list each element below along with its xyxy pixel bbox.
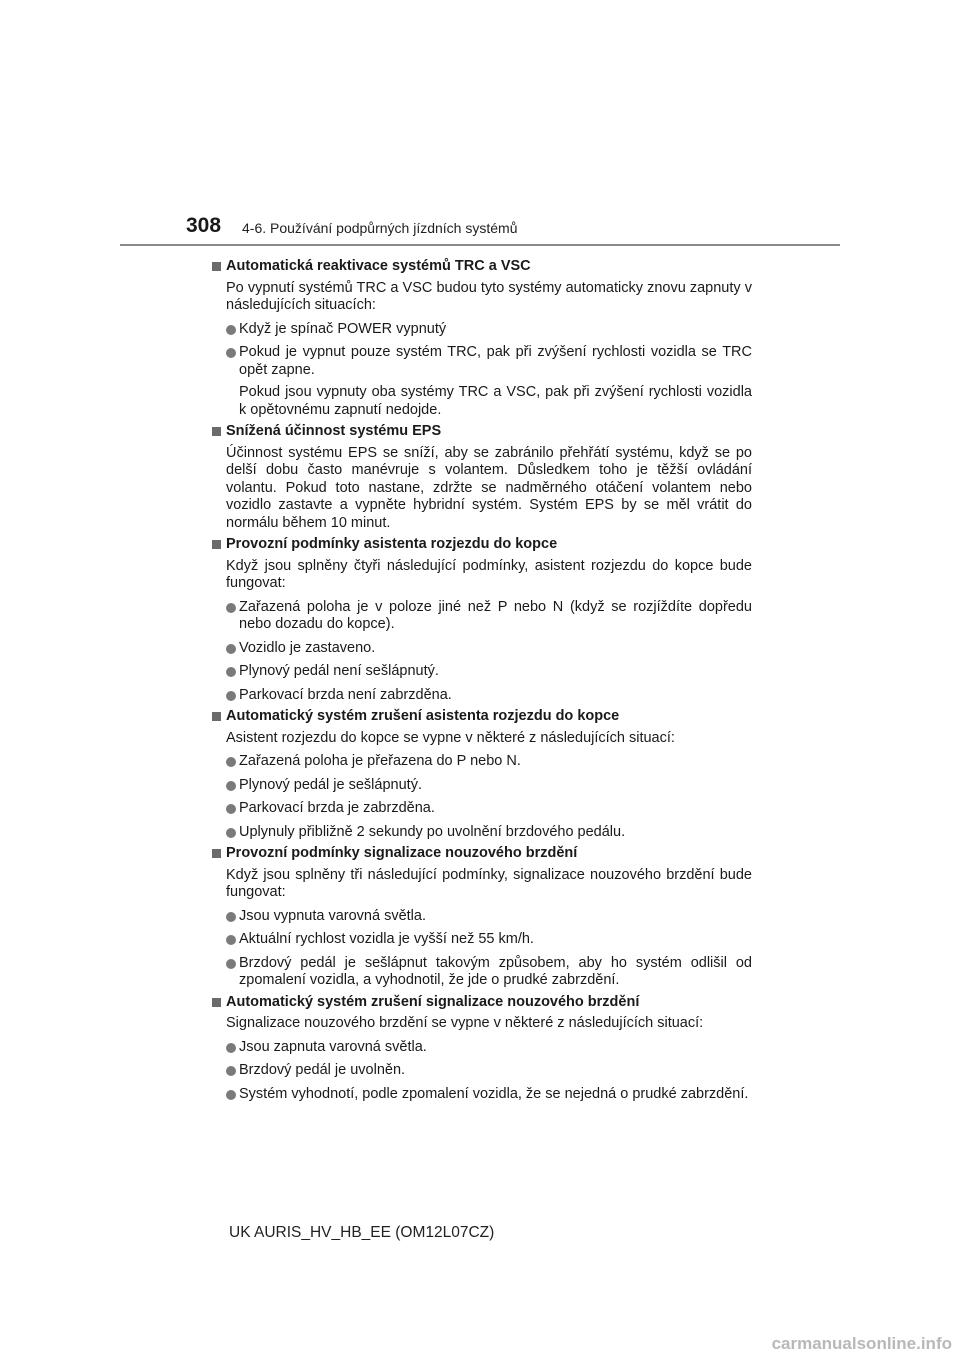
- list-item: [212, 1062, 752, 1080]
- round-bullet-icon: [226, 667, 236, 677]
- list-item-text: Jsou vypnuta varovná světla.: [239, 907, 426, 924]
- list-item: [212, 1086, 752, 1104]
- section-heading-text: Automatická reaktivace systémů TRC a VSC: [226, 258, 531, 274]
- round-bullet-icon: [226, 325, 236, 335]
- round-bullet-icon: [226, 912, 236, 922]
- round-bullet-icon: [226, 828, 236, 838]
- section-heading: [212, 845, 752, 863]
- list-item: [212, 777, 752, 795]
- round-bullet-icon: [226, 603, 236, 613]
- list-item: [212, 824, 752, 842]
- list-item-text: Zařazená poloha je v poloze jiné než P nebo N (když se rozjíždíte dopředu nebo dozadu do kopce).: [239, 598, 752, 632]
- list-item-text: Parkovací brzda není zabrzděna.: [239, 686, 452, 703]
- round-bullet-icon: [226, 959, 236, 969]
- chapter-title: 4-6. Používání podpůrných jízdních systémů: [242, 220, 518, 236]
- list-item: [212, 753, 752, 771]
- round-bullet-icon: [226, 781, 236, 791]
- section-heading: [212, 423, 752, 441]
- list-item: [212, 687, 752, 705]
- section: [212, 536, 752, 704]
- section-paragraph: Asistent rozjezdu do kopce se vypne v některé z následujících situací:: [226, 729, 675, 746]
- list-item-text: Zařazená poloha je přeřazena do P nebo N.: [239, 753, 521, 769]
- round-bullet-icon: [226, 1066, 236, 1076]
- round-bullet-icon: [226, 804, 236, 814]
- section-paragraph: Signalizace nouzového brzdění se vypne v některé z následujících situací:: [226, 1015, 704, 1031]
- section-heading: [212, 994, 752, 1012]
- list-item: [212, 908, 752, 926]
- square-bullet-icon: [212, 998, 221, 1007]
- square-bullet-icon: [212, 540, 221, 549]
- list-item-text: Plynový pedál je sešlápnutý.: [239, 776, 422, 793]
- section-paragraph: Když jsou splněny čtyři následující podmínky, asistent rozjezdu do kopce bude fungovat:: [226, 557, 752, 591]
- section: [212, 845, 752, 990]
- list-item-text: Aktuální rychlost vozidla je vyšší než 55 km/h.: [239, 931, 534, 947]
- square-bullet-icon: [212, 849, 221, 858]
- list-item: [212, 599, 752, 634]
- section-paragraph: Účinnost systému EPS se sníží, aby se zabránilo přehřátí systému, když se po delší dobu často manévruje s volantem. Důsledkem toho je těžší ovládání volantu. Pokud toto nastane, zdržte se nadměrného otáčení volantem nebo vozidlo zastavte a vypněte hybridní systém. Systém EPS by se měl vrátit do normálu během 10 minut.: [226, 444, 752, 531]
- list-item-text: Systém vyhodnotí, podle zpomalení vozidla, že se nejedná o prudké zabrzdění.: [239, 1085, 749, 1102]
- square-bullet-icon: [212, 712, 221, 721]
- round-bullet-icon: [226, 348, 236, 358]
- round-bullet-icon: [226, 935, 236, 945]
- list-item: [212, 1039, 752, 1057]
- list-item-text: Vozidlo je zastaveno.: [239, 639, 376, 656]
- section-heading-text: Snížená účinnost systému EPS: [226, 423, 442, 439]
- section-heading: [212, 258, 752, 276]
- round-bullet-icon: [226, 1043, 236, 1053]
- section-heading-text: Automatický systém zrušení signalizace nouzového brzdění: [226, 993, 640, 1010]
- section-heading-text: Automatický systém zrušení asistenta rozjezdu do kopce: [226, 708, 620, 724]
- list-item-text: Uplynuly přibližně 2 sekundy po uvolnění brzdového pedálu.: [239, 823, 626, 840]
- list-item-text: Jsou zapnuta varovná světla.: [239, 1038, 427, 1055]
- page-content: [212, 254, 752, 1106]
- list-item-text: Pokud je vypnut pouze systém TRC, pak při zvýšení rychlosti vozidla se TRC opět zapne.: [239, 344, 752, 378]
- section: [212, 708, 752, 841]
- list-item-text: Parkovací brzda je zabrzděna.: [239, 800, 435, 816]
- section-paragraph: Po vypnutí systémů TRC a VSC budou tyto systémy automaticky znovu zapnuty v následujících situacích:: [226, 279, 752, 313]
- section: [212, 994, 752, 1104]
- list-item-text: Brzdový pedál je uvolněn.: [239, 1062, 406, 1078]
- list-item-text: Když je spínač POWER vypnutý: [239, 320, 447, 337]
- section-paragraph: Když jsou splněny tři následující podmínky, signalizace nouzového brzdění bude fungovat:: [226, 866, 752, 900]
- section-heading: [212, 708, 752, 726]
- list-item-text: Plynový pedál není sešlápnutý.: [239, 663, 439, 679]
- list-item-note: Pokud jsou vypnuty oba systémy TRC a VSC, pak při zvýšení rychlosti vozidla k opětovnému zapnutí nedojde.: [239, 384, 752, 418]
- list-item: [212, 640, 752, 658]
- watermark: carmanualsonline.info: [771, 1334, 952, 1353]
- round-bullet-icon: [226, 1090, 236, 1100]
- list-item: [212, 321, 752, 339]
- list-item: [212, 344, 752, 379]
- square-bullet-icon: [212, 427, 221, 436]
- section-heading-text: Provozní podmínky signalizace nouzového brzdění: [226, 845, 578, 861]
- section: [212, 258, 752, 419]
- list-item: [212, 663, 752, 681]
- section-heading: [212, 536, 752, 554]
- square-bullet-icon: [212, 262, 221, 271]
- header-divider: [120, 244, 840, 246]
- list-item: [212, 931, 752, 949]
- round-bullet-icon: [226, 757, 236, 767]
- page-number: 308: [186, 214, 222, 237]
- footer-doc-code: UK AURIS_HV_HB_EE (OM12L07CZ): [229, 1224, 495, 1241]
- list-item: [212, 800, 752, 818]
- list-item: [212, 955, 752, 990]
- round-bullet-icon: [226, 644, 236, 654]
- section: [212, 423, 752, 532]
- round-bullet-icon: [226, 691, 236, 701]
- section-heading-text: Provozní podmínky asistenta rozjezdu do kopce: [226, 536, 558, 552]
- list-item-text: Brzdový pedál je sešlápnut takovým způsobem, aby ho systém odlišil od zpomalení vozidla, a vyhodnotil, že jde o prudké zabrzdění.: [239, 954, 752, 988]
